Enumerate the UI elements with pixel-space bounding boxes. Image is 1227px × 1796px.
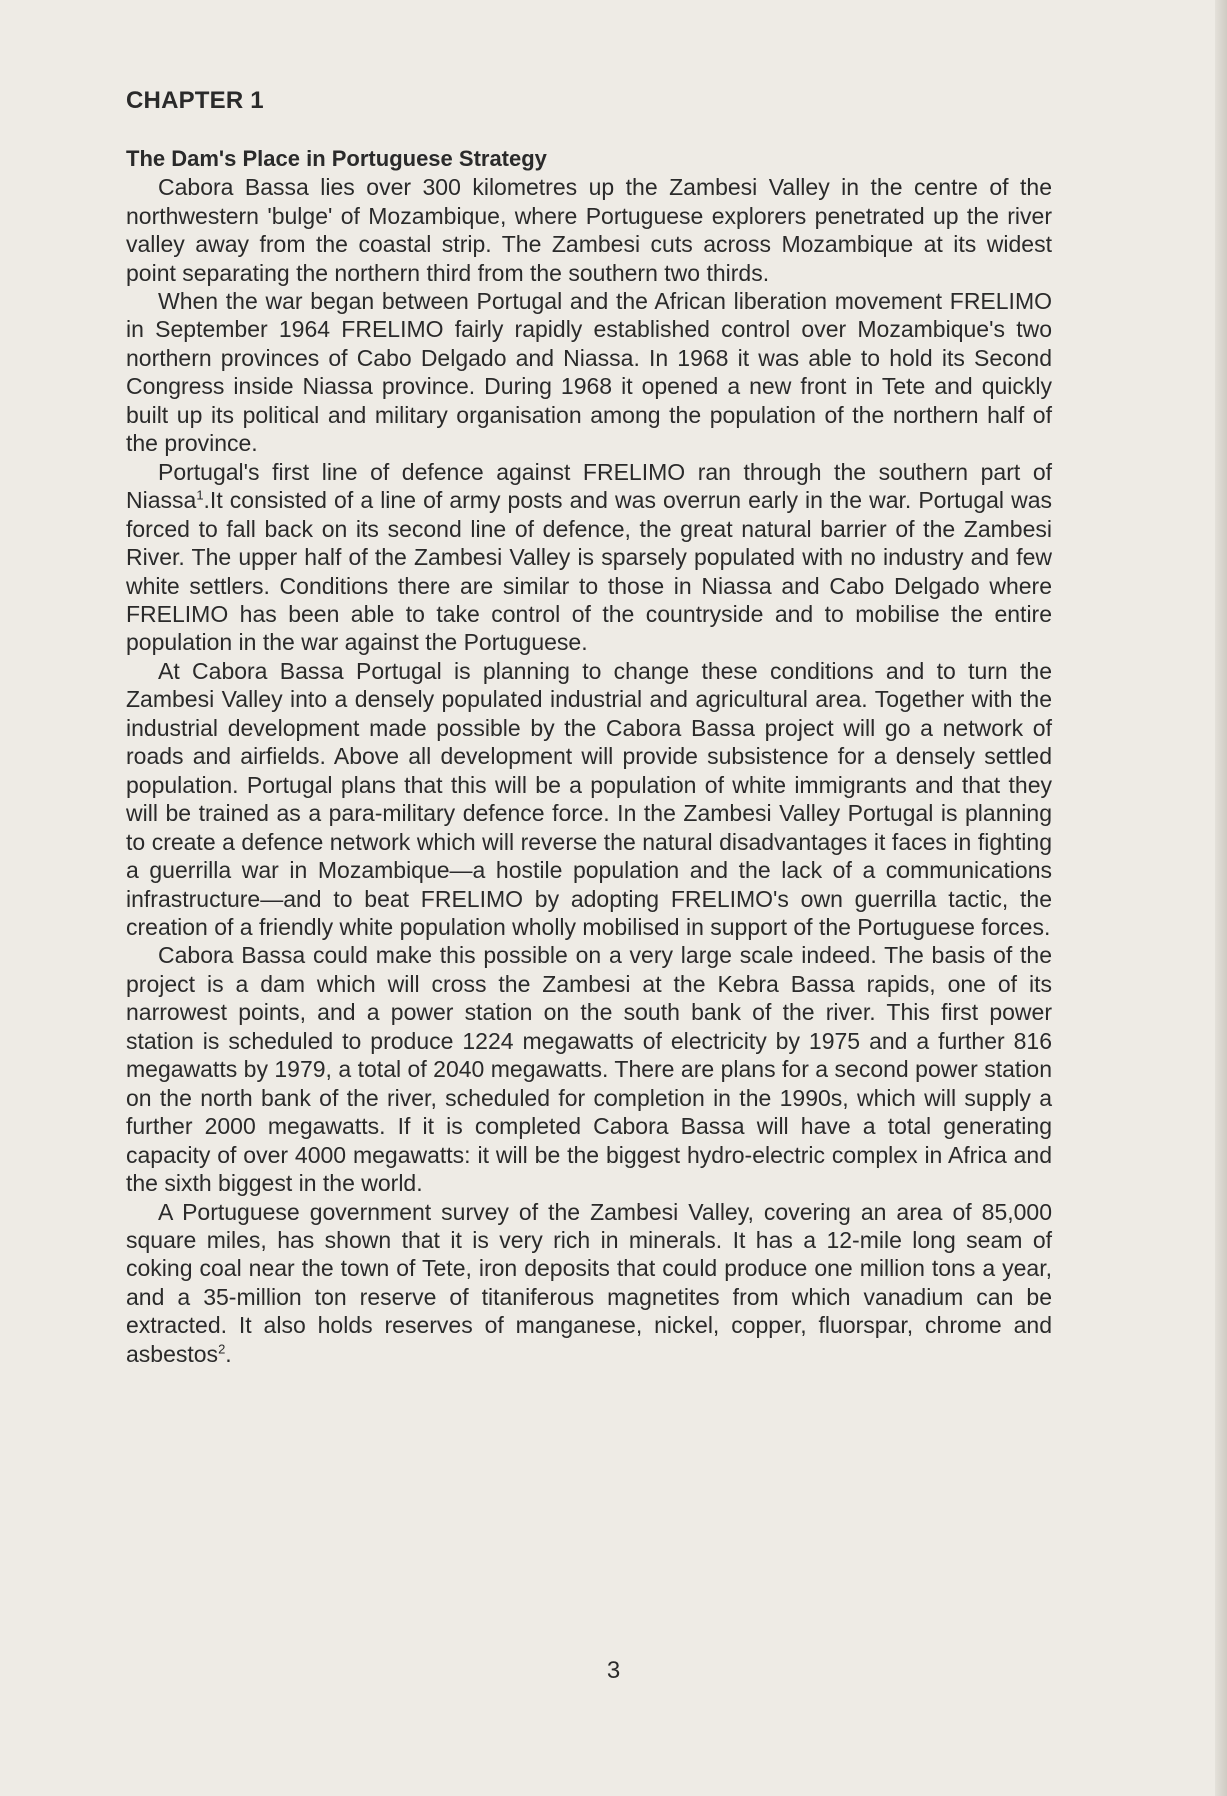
page-number: 3	[606, 1657, 621, 1684]
paragraph-5: Cabora Bassa could make this possible on a very large scale indeed. The basis of the project is a dam which will cross the Zambesi at the Kebra Bassa rapids, one of its narrowest points, and a power station on the south bank of the river. This first power station is scheduled to produce 1224 megawatts of electricity by 1975 and a further 816 megawatts by 1979, a total of 2040 megawatts. There are plans for a second power station on the north bank of the river, scheduled for completion in the 1990s, which will supply a further 2000 megawatts. If it is completed Cabora Bassa will have a total generating capacity of over 4000 megawatts: it will be the biggest hydro-electric complex in Africa and the sixth biggest in the world.	[126, 942, 1052, 1197]
chapter-heading: CHAPTER 1	[126, 87, 264, 114]
paragraph-6	[126, 1198, 1052, 1369]
paragraph-6-text-a: A Portuguese government survey of the Zambesi Valley, covering an area of 85,000 square miles, has shown that it is very rich in minerals. It has a 12-mile long seam of coking coal near the town of Tete, iron deposits that could produce one million tons a year, and a 35-million ton reserve of titaniferous magnetites from which vanadium can be extracted. It also holds reserves of manganese, nickel, copper, fluorspar, chrome and asbestos	[126, 1198, 1052, 1367]
paragraph-3-text-a: Portugal's first line of defence against FRELIMO ran through the southern part of Niassa	[126, 458, 1052, 514]
page-edge-shadow	[1215, 0, 1227, 1796]
footnote-ref-2: 2	[218, 1341, 226, 1357]
page-content	[126, 86, 1052, 1368]
section-title: The Dam's Place in Portuguese Strategy	[126, 146, 547, 171]
paragraph-1: Cabora Bassa lies over 300 kilometres up the Zambesi Valley in the centre of the northwestern 'bulge' of Mozambique, where Portuguese explorers penetrated up the river valley away from the coastal strip. The Zambesi cuts across Mozambique at its widest point separating the northern third from the southern two thirds.	[126, 174, 1052, 286]
paragraph-6-text-b: .	[225, 1340, 232, 1367]
paragraph-4: At Cabora Bassa Portugal is planning to change these conditions and to turn the Zambesi Valley into a densely populated industrial and agricultural area. Together with the industrial development made possible by the Cabora Bassa project will go a network of roads and airfields. Above all development will provide subsistence for a densely settled population. Portugal plans that this will be a population of white immigrants and that they will be trained as a para-military defence force. In the Zambesi Valley Portugal is planning to create a defence network which will reverse the natural disadvantages it faces in fighting a guerrilla war in Mozambique—a hostile population and the lack of a communications infrastructure—and to beat FRELIMO by adopting FRELIMO's own guerrilla tactic, the creation of a friendly white population wholly mobilised in support of the Portuguese forces.	[126, 657, 1052, 940]
paragraph-2: When the war began between Portugal and the African liberation movement FRELIMO in September 1964 FRELIMO fairly rapidly established control over Mozambique's two northern provinces of Cabo Delgado and Niassa. In 1968 it was able to hold its Second Congress inside Niassa province. During 1968 it opened a new front in Tete and quickly built up its political and military organisation among the population of the northern half of the province.	[126, 288, 1052, 457]
paragraph-3-text-b: .It consisted of a line of army posts and was overrun early in the war. Portugal was forced to fall back on its second line of defence, the great natural barrier of the Zambesi River. The upper half of the Zambesi Valley is sparsely populated with no industry and few white settlers. Conditions there are similar to those in Niassa and Cabo Delgado where FRELIMO has been able to take control of the countryside and to mobilise the entire population in the war against the Portuguese.	[126, 487, 1052, 656]
footnote-ref-1: 1	[196, 487, 204, 503]
paragraph-3	[126, 458, 1052, 657]
